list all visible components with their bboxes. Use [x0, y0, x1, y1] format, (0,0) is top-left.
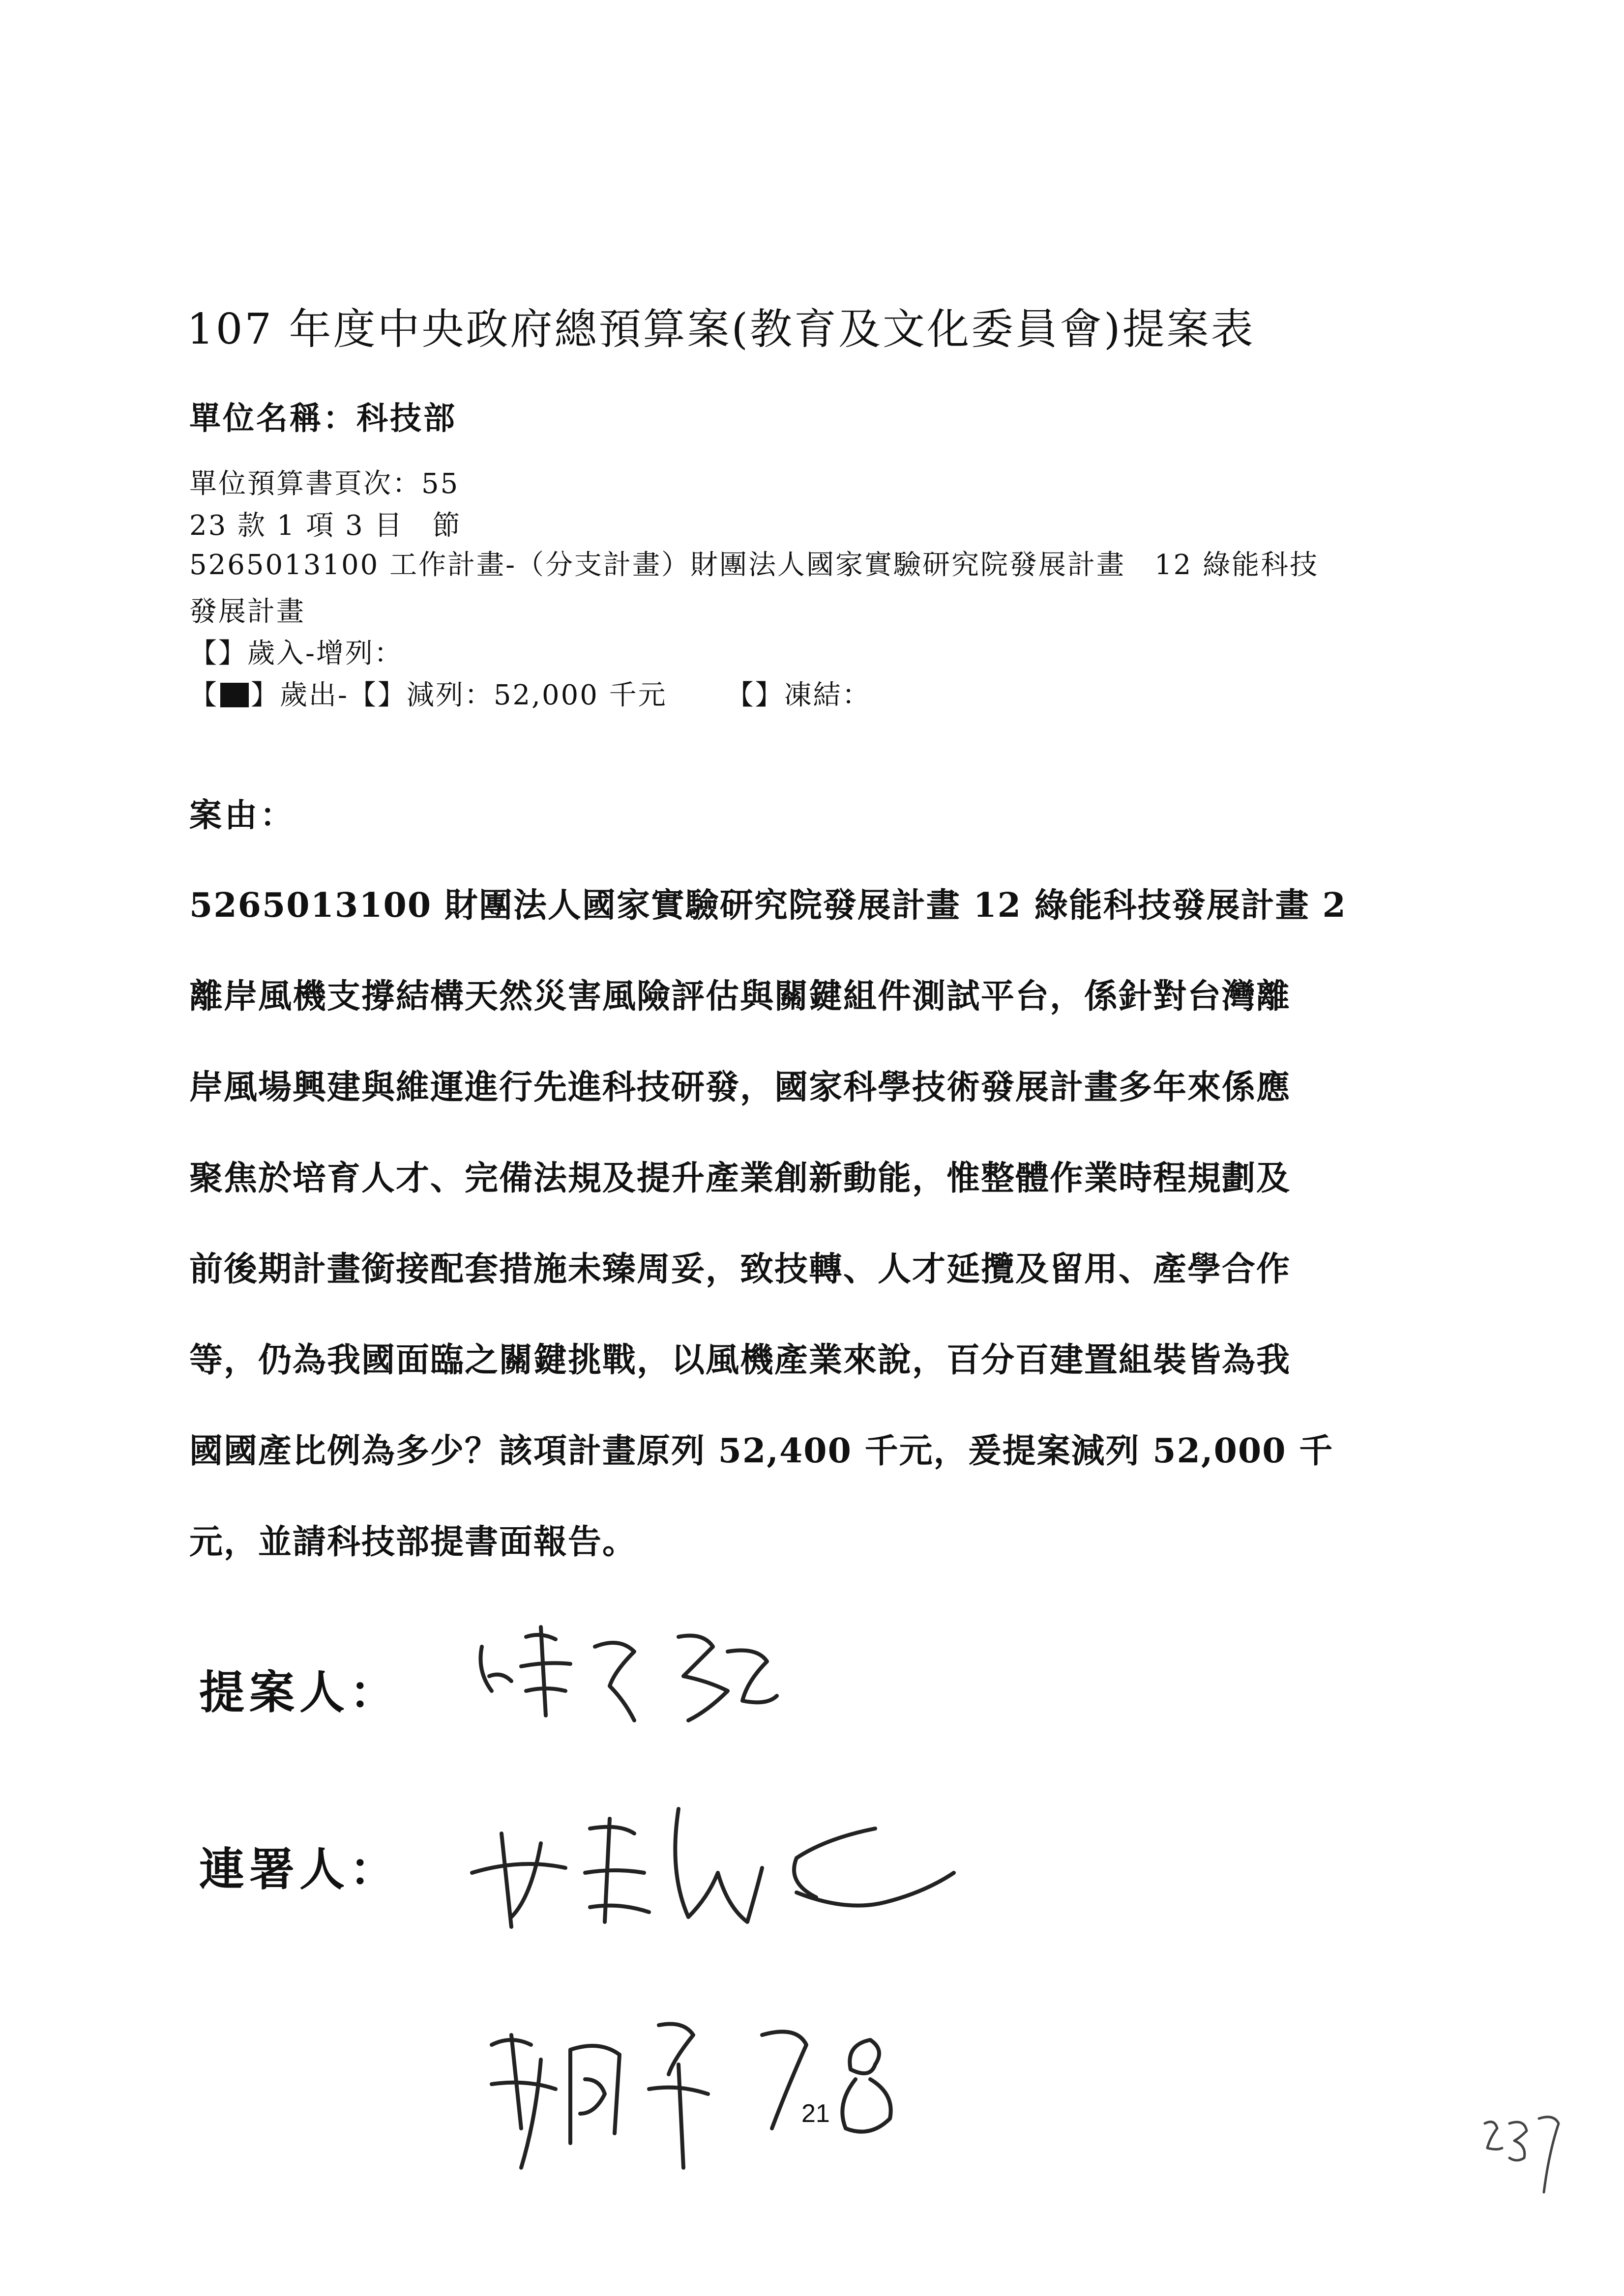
unit-name: 單位名稱：科技部	[189, 400, 457, 437]
expenditure-line	[189, 673, 871, 713]
filled-checkbox	[220, 683, 249, 707]
reason-label: 案由：	[189, 796, 295, 834]
reason-line: 離岸風機支撐結構天然災害風險評估與關鍵組件測試平台，係針對台灣離	[189, 977, 1291, 1016]
reason-line: 5265013100 財團法人國家實驗研究院發展計畫 12 綠能科技發展計畫 2	[189, 886, 1347, 925]
cosigner-signature-2	[482, 2005, 1072, 2182]
proposer-label: 提案人：	[199, 1666, 400, 1719]
plan-line-1: 5265013100 工作計畫-（分支計畫）財團法人國家實驗研究院發展計畫 12 綠能科技	[189, 549, 1319, 581]
plan-line-2: 發展計畫	[189, 596, 305, 628]
reason-line: 元，並請科技部提書面報告。	[189, 1522, 637, 1562]
proposer-signature	[472, 1617, 816, 1745]
margin-handwritten-mark	[1475, 2104, 1583, 2202]
cosigner-signature-1	[443, 1799, 1033, 1947]
reason-line: 前後期計畫銜接配套措施未臻周妥，致技轉、人才延攬及留用、產學合作	[189, 1250, 1291, 1289]
page-number: 21	[801, 2099, 830, 2128]
expenditure-reduction: 】歲出-【】減列：52,000 千元	[251, 679, 667, 711]
reason-line: 聚焦於培育人才、完備法規及提升產業創新動能，惟整體作業時程規劃及	[189, 1159, 1291, 1198]
form-title: 107 年度中央政府總預算案(教育及文化委員會)提案表	[187, 305, 1255, 354]
freeze-label: 【】凍結：	[726, 679, 871, 711]
reason-body	[189, 860, 1438, 1588]
reason-line: 岸風場興建與維運進行先進科技研發，國家科學技術發展計畫多年來係應	[189, 1068, 1291, 1107]
budget-page-ref: 單位預算書頁次：55	[189, 468, 460, 500]
reason-line: 等，仍為我國面臨之關鍵挑戰，以風機產業來說，百分百建置組裝皆為我	[189, 1340, 1291, 1380]
budget-item-ref: 23 款 1 項 3 目 節	[189, 510, 462, 542]
revenue-increase-line: 【】歲入-增列：	[189, 638, 403, 669]
cosigner-label: 連署人：	[199, 1843, 400, 1896]
expenditure-prefix: 【	[189, 679, 218, 711]
reason-line: 國國產比例為多少？該項計畫原列 52,400 千元，爰提案減列 52,000 千	[189, 1431, 1334, 1471]
